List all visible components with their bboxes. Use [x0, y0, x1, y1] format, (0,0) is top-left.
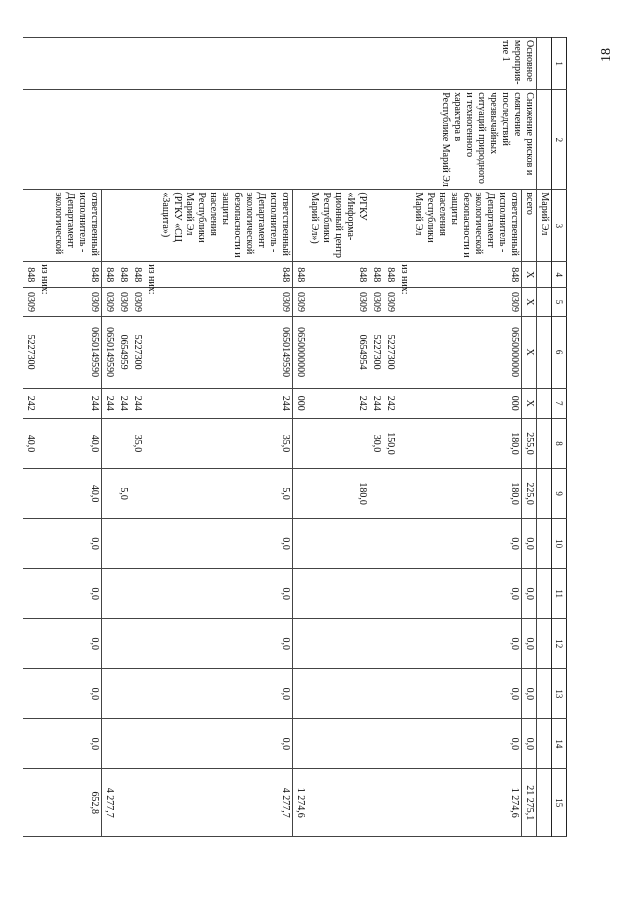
cell-c14: 0,0	[158, 719, 293, 769]
cell-c6: 0650149590	[158, 316, 293, 388]
cell-c8: 40,0	[23, 418, 37, 468]
cell-c4: 848	[307, 262, 369, 288]
measure-number-cell: Основное мероприя-тие 1	[23, 38, 537, 90]
cell-c11	[37, 569, 51, 619]
cell-c10	[293, 519, 308, 569]
measure-name-cell: Снижение рисков и смягчение последствий чрезвычайных ситуаций природного и техногенного характера в Республике Марий Эл	[23, 90, 537, 190]
cell-c7: 244	[102, 388, 117, 418]
cell-c4: из них:	[37, 262, 51, 288]
cell-c10	[130, 519, 144, 569]
cell-c14	[144, 719, 158, 769]
cell-c4: 848	[51, 262, 102, 288]
cell-c8	[102, 418, 117, 468]
cell-c15: 1 274,6	[293, 769, 308, 837]
cell-c8	[307, 418, 369, 468]
cell-c12: 0,0	[522, 619, 537, 669]
cell-c5: 0309	[369, 288, 383, 316]
cell-c15	[37, 769, 51, 837]
cell-c3	[23, 190, 37, 262]
cell-c4: 848	[23, 262, 37, 288]
cell-c5: 0309	[158, 288, 293, 316]
cell-c12: 0,0	[51, 619, 102, 669]
cell-c5: 0309	[383, 288, 397, 316]
cell-c9: 5,0	[158, 469, 293, 519]
cell-c10	[23, 519, 37, 569]
cell-c12	[130, 619, 144, 669]
cell-c9	[144, 469, 158, 519]
cell-c13: 0,0	[51, 669, 102, 719]
cell-c12	[383, 619, 397, 669]
cell-c14	[307, 719, 369, 769]
cell-c5: 0309	[293, 288, 308, 316]
cell-c4: 848	[116, 262, 130, 288]
cell-c15: 21 275,1	[522, 769, 537, 837]
cell-c7	[37, 388, 51, 418]
cell-c10	[102, 519, 117, 569]
cell-c4: из них:	[144, 262, 158, 288]
cell-c13	[369, 669, 383, 719]
cell-c13	[293, 669, 308, 719]
cell-c4: 848	[411, 262, 522, 288]
cell-c4: Х	[522, 262, 537, 288]
cell-c3: (РГКУ «Информа-ционный центр Республики Марий Эл»)	[307, 190, 369, 262]
cell-c3: ответственный исполнитель - Департамент экологической	[51, 190, 102, 262]
cell-c4: 848	[293, 262, 308, 288]
column-header-9: 9	[552, 469, 567, 519]
cell-c6: 0650000000	[293, 316, 308, 388]
cell-c8: 35,0	[158, 418, 293, 468]
cell-c7: 242	[23, 388, 37, 418]
cell-c15	[383, 769, 397, 837]
cell-c3: ответственный исполнитель - Департамент экологической безопасности и защиты населения Республики Марий Эл (РГКУ «СЦ «Защита»)	[158, 190, 293, 262]
cell-c6	[37, 316, 51, 388]
cell-c15	[369, 769, 383, 837]
cell-c13	[307, 669, 369, 719]
cell-c9: 40,0	[51, 469, 102, 519]
column-header-4: 4	[552, 262, 567, 288]
cell-c3: ответственный исполнитель - Департамент экологической безопасности и защиты населения Республики Марий Эл	[411, 190, 522, 262]
cell-c5: 0309	[116, 288, 130, 316]
cell-c6: 5227300	[383, 316, 397, 388]
cell-c15	[116, 769, 130, 837]
cell-c7: 244	[116, 388, 130, 418]
cell-c6	[144, 316, 158, 388]
cell-c10: 0,0	[411, 519, 522, 569]
cell-c15	[397, 769, 411, 837]
cell-c5: 0309	[102, 288, 117, 316]
cell-c15	[130, 769, 144, 837]
cell-c13: 0,0	[411, 669, 522, 719]
cell-c3	[130, 190, 144, 262]
cell-c9	[369, 469, 383, 519]
page-number: 18	[599, 48, 614, 62]
cell-c7: 242	[307, 388, 369, 418]
cell-c13	[144, 669, 158, 719]
column-header-2: 2	[552, 90, 567, 190]
table-body	[23, 38, 552, 837]
cell-c12	[144, 619, 158, 669]
column-header-12: 12	[552, 619, 567, 669]
cell-c10	[144, 519, 158, 569]
cell-c6: 5227300	[130, 316, 144, 388]
cell-c3	[37, 190, 51, 262]
cell-c7: 000	[293, 388, 308, 418]
cell-c11	[130, 569, 144, 619]
cell-c15	[23, 769, 37, 837]
cell-c10	[116, 519, 130, 569]
cell-c13	[37, 669, 51, 719]
cell-c9: 180,0	[307, 469, 369, 519]
cell-c12	[307, 619, 369, 669]
cell-c8: 30,0	[369, 418, 383, 468]
rotated-table-container	[25, 37, 567, 837]
cell-c11	[369, 569, 383, 619]
cell-c7: 242	[383, 388, 397, 418]
cell-c15: 652,8	[51, 769, 102, 837]
cell-c11	[116, 569, 130, 619]
cell-c8: 35,0	[130, 418, 144, 468]
cell-c11	[102, 569, 117, 619]
cell-c3	[293, 190, 308, 262]
column-header-5: 5	[552, 288, 567, 316]
column-header-10: 10	[552, 519, 567, 569]
cell-c8	[144, 418, 158, 468]
cell-c7: 244	[158, 388, 293, 418]
cell-c9: 5,0	[116, 469, 130, 519]
cell-c10	[397, 519, 411, 569]
cell-c7: 000	[411, 388, 522, 418]
cell-c5: 0309	[130, 288, 144, 316]
column-header-7: 7	[552, 388, 567, 418]
cell-c6: 5227300	[23, 316, 37, 388]
cell-c6: Х	[522, 316, 537, 388]
column-header-8: 8	[552, 418, 567, 468]
cell-c4: 848	[130, 262, 144, 288]
cell-c11	[383, 569, 397, 619]
cell-c8: 40,0	[51, 418, 102, 468]
cell-c11: 0,0	[51, 569, 102, 619]
cell-c14	[23, 719, 37, 769]
cell-c6	[397, 316, 411, 388]
cell-c5: Х	[522, 288, 537, 316]
cell-c12	[293, 619, 308, 669]
cell-c12	[116, 619, 130, 669]
cell-c11: 0,0	[411, 569, 522, 619]
intro-row	[537, 38, 552, 837]
cell-c15	[144, 769, 158, 837]
column-header-14: 14	[552, 719, 567, 769]
cell-c13	[23, 669, 37, 719]
cell-c3	[144, 190, 158, 262]
cell-c8	[116, 418, 130, 468]
cell-c11	[397, 569, 411, 619]
cell-c12: 0,0	[411, 619, 522, 669]
cell-c15: 4 277,7	[102, 769, 117, 837]
cell-c7: 244	[51, 388, 102, 418]
cell-c12	[37, 619, 51, 669]
cell-c14: 0,0	[51, 719, 102, 769]
column-header-3: 3	[552, 190, 567, 262]
cell-c5: 0309	[307, 288, 369, 316]
cell-c6: 0650149590	[102, 316, 117, 388]
cell-c9	[102, 469, 117, 519]
cell-c4: 848	[158, 262, 293, 288]
cell-c10	[369, 519, 383, 569]
cell-c9: 225,0	[522, 469, 537, 519]
cell-c13: 0,0	[522, 669, 537, 719]
cell-c5: 0309	[51, 288, 102, 316]
cell-c11	[307, 569, 369, 619]
cell-c14	[397, 719, 411, 769]
cell-c5: 0309	[411, 288, 522, 316]
cell-c12	[369, 619, 383, 669]
cell-c6: 0654954	[307, 316, 369, 388]
cell-c4: 848	[102, 262, 117, 288]
cell-c3: всего	[522, 190, 537, 262]
cell-c13: 0,0	[158, 669, 293, 719]
cell-c7: 244	[130, 388, 144, 418]
column-number-header	[552, 38, 567, 837]
column-header-11: 11	[552, 569, 567, 619]
cell-c13	[383, 669, 397, 719]
cell-c9	[23, 469, 37, 519]
cell-c15: 1 274,6	[411, 769, 522, 837]
cell-c12: 0,0	[158, 619, 293, 669]
cell-c9	[37, 469, 51, 519]
cell-c11	[293, 569, 308, 619]
cell-c3	[102, 190, 117, 262]
cell-c11	[144, 569, 158, 619]
budget-table	[23, 37, 567, 837]
cell-c10	[37, 519, 51, 569]
cell-c8	[37, 418, 51, 468]
cell-c3	[397, 190, 411, 262]
cell-c3	[116, 190, 130, 262]
cell-c11: 0,0	[522, 569, 537, 619]
cell-c9	[397, 469, 411, 519]
cell-c13	[116, 669, 130, 719]
table-row	[522, 38, 537, 837]
cell-c14: 0,0	[522, 719, 537, 769]
cell-c14	[369, 719, 383, 769]
cell-c10	[383, 519, 397, 569]
cell-c7	[397, 388, 411, 418]
cell-c8: 255,0	[522, 418, 537, 468]
cell-c14	[383, 719, 397, 769]
cell-c15	[307, 769, 369, 837]
cell-c9	[293, 469, 308, 519]
cell-c12	[397, 619, 411, 669]
cell-c10: 0,0	[522, 519, 537, 569]
column-header-1: 1	[552, 38, 567, 90]
cell-c15: 4 277,7	[158, 769, 293, 837]
cell-c3	[383, 190, 397, 262]
cell-c14	[37, 719, 51, 769]
intro-org-cell: Марий Эл	[537, 190, 552, 262]
cell-c4: 848	[383, 262, 397, 288]
cell-c14	[102, 719, 117, 769]
cell-c3	[369, 190, 383, 262]
cell-c13	[102, 669, 117, 719]
column-header-15: 15	[552, 769, 567, 837]
cell-c5: 0309	[23, 288, 37, 316]
column-header-6: 6	[552, 316, 567, 388]
cell-c7: 244	[369, 388, 383, 418]
cell-c6: 0650000000	[411, 316, 522, 388]
cell-c12	[23, 619, 37, 669]
cell-c13	[130, 669, 144, 719]
cell-c6: 0650149590	[51, 316, 102, 388]
cell-c9	[383, 469, 397, 519]
cell-c14	[116, 719, 130, 769]
cell-c9	[130, 469, 144, 519]
cell-c4: из них:	[397, 262, 411, 288]
cell-c4: 848	[369, 262, 383, 288]
cell-c10	[307, 519, 369, 569]
cell-c10: 0,0	[51, 519, 102, 569]
cell-c8	[293, 418, 308, 468]
cell-c9: 180,0	[411, 469, 522, 519]
cell-c8	[397, 418, 411, 468]
cell-c11: 0,0	[158, 569, 293, 619]
cell-c12	[102, 619, 117, 669]
column-header-13: 13	[552, 669, 567, 719]
cell-c6: 5227300	[369, 316, 383, 388]
cell-c7: Х	[522, 388, 537, 418]
cell-c14: 0,0	[411, 719, 522, 769]
cell-c10: 0,0	[158, 519, 293, 569]
cell-c7	[144, 388, 158, 418]
cell-c14	[130, 719, 144, 769]
cell-c11	[23, 569, 37, 619]
cell-c13	[397, 669, 411, 719]
cell-c6: 0654959	[116, 316, 130, 388]
cell-c8: 180,0	[411, 418, 522, 468]
cell-c8: 150,0	[383, 418, 397, 468]
cell-c14	[293, 719, 308, 769]
